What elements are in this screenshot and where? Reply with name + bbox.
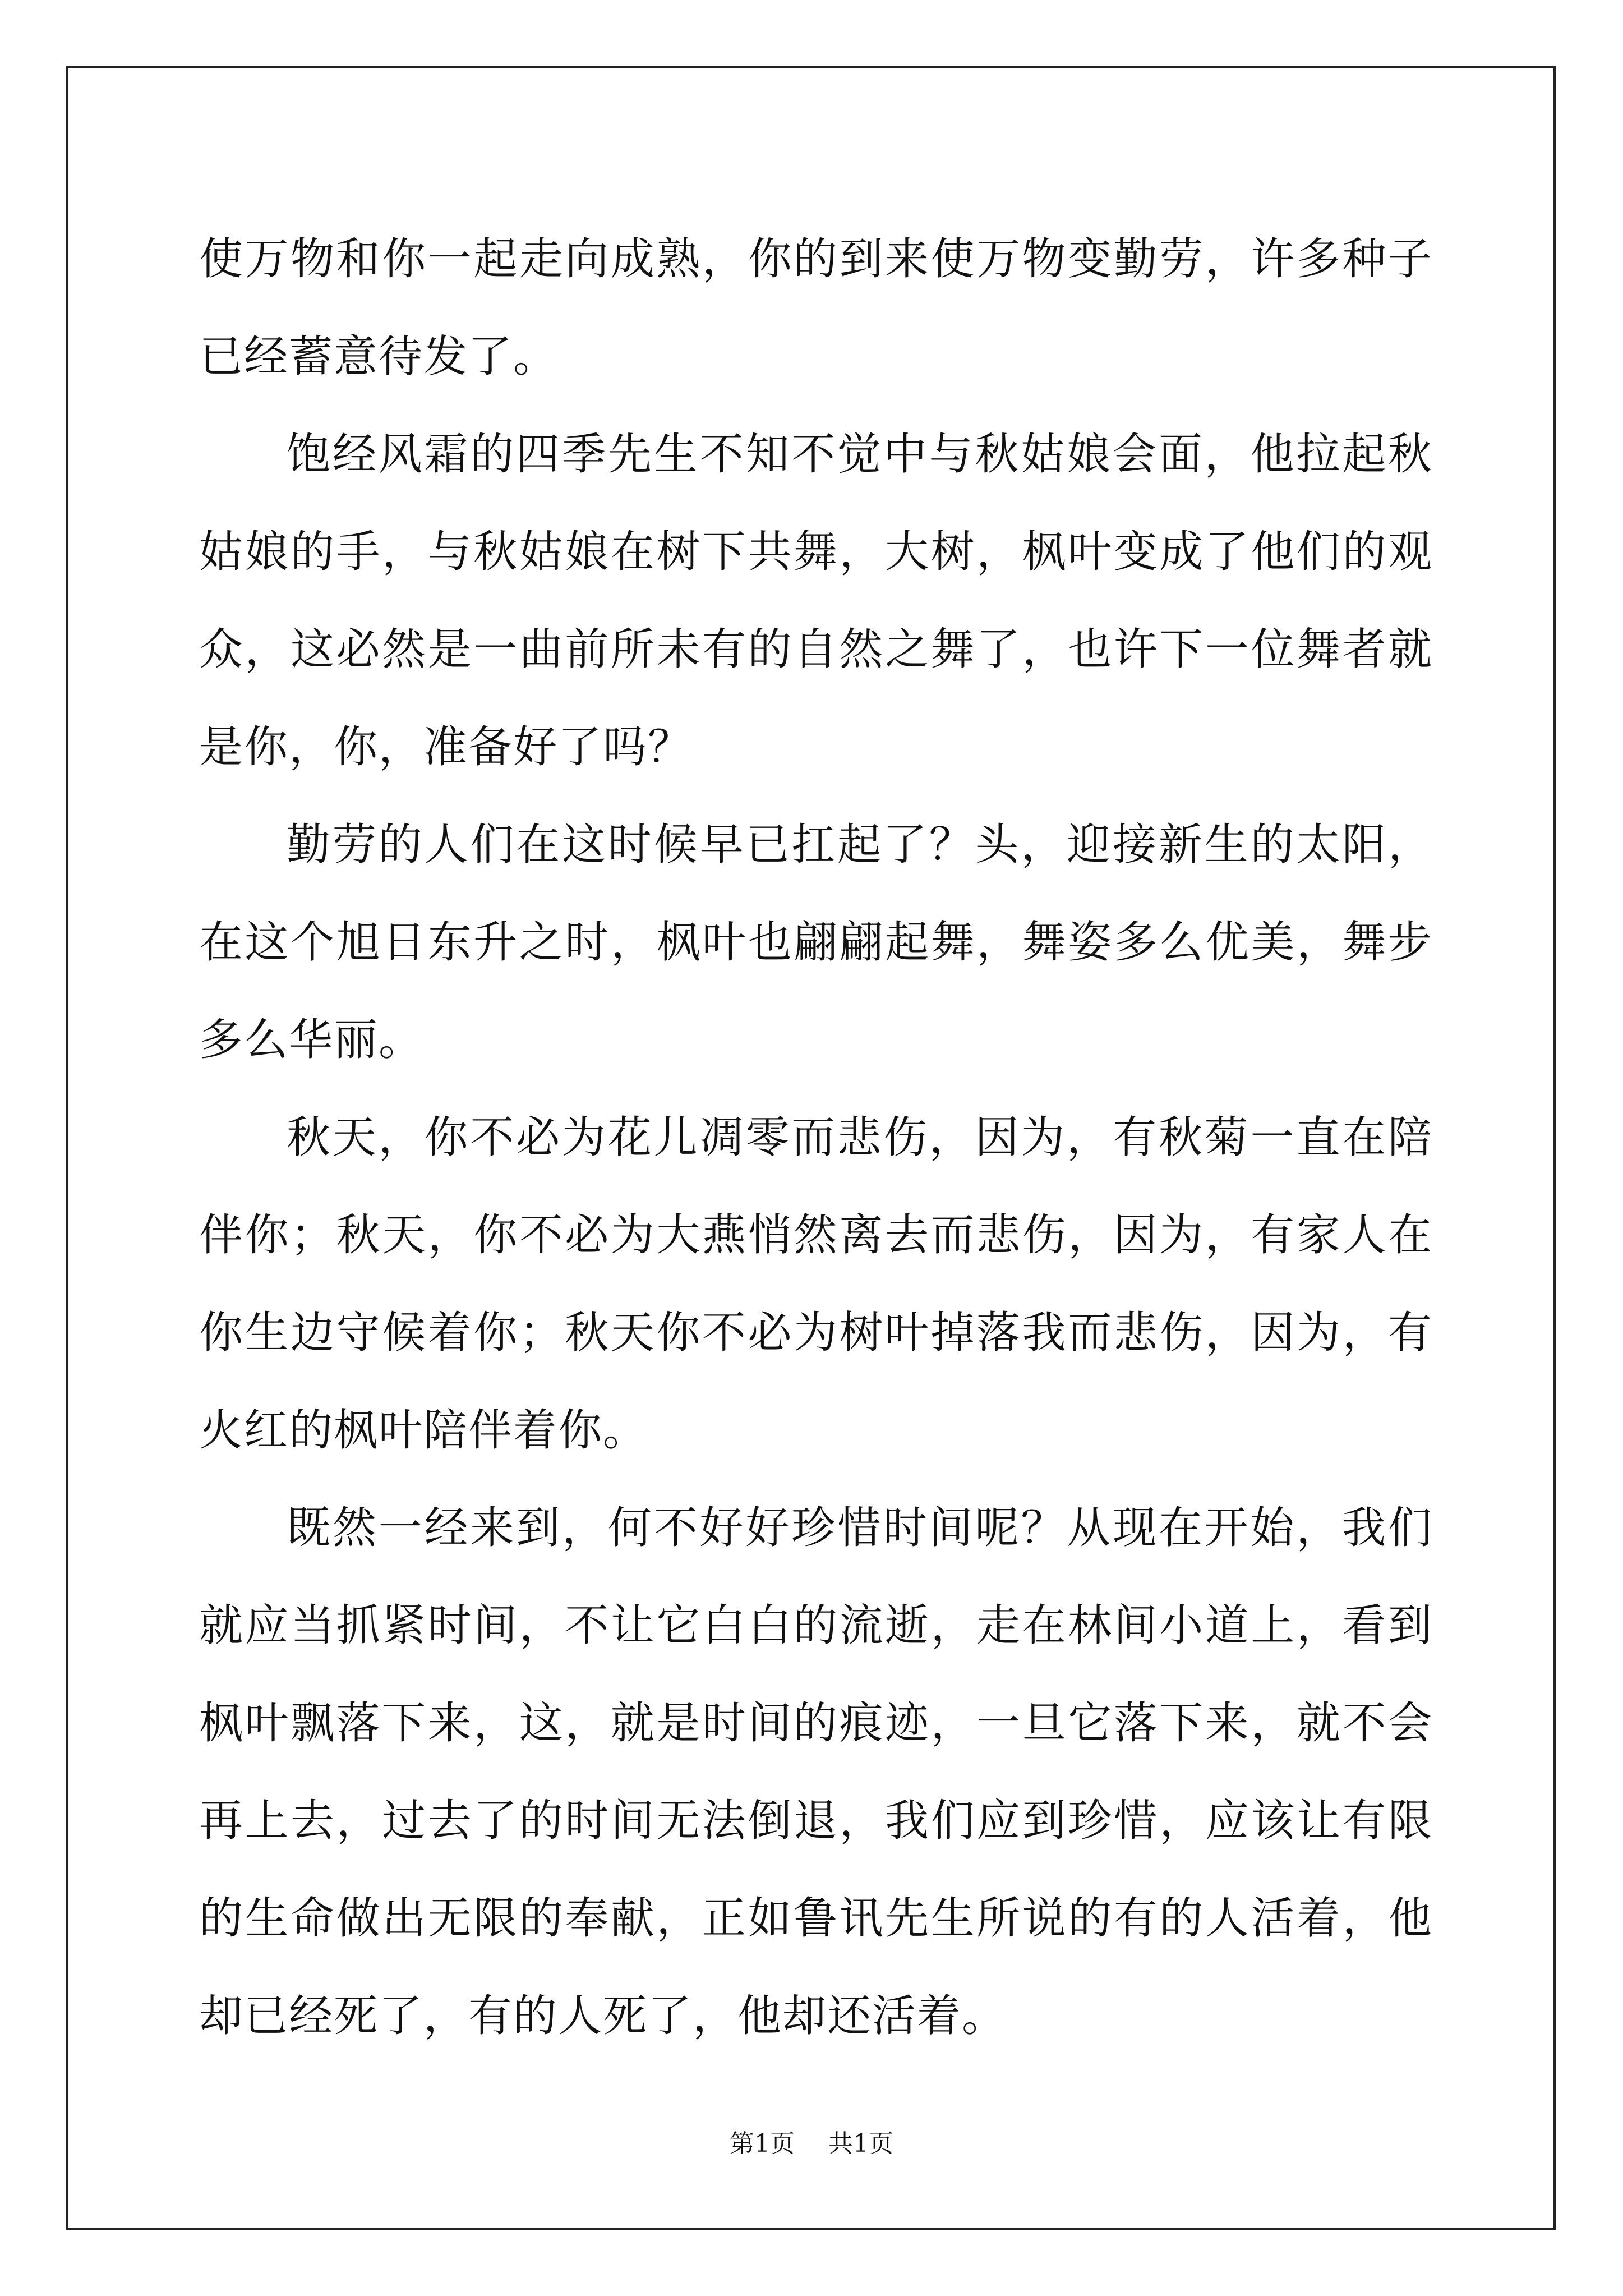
paragraph: 饱经风霜的四季先生不知不觉中与秋姑娘会面，他拉起秋姑娘的手，与秋姑娘在树下共舞，大树，枫叶变成了他们的观众，这必然是一曲前所未有的自然之舞了，也许下一位舞者就是你，你，准备好了吗？ [199,429,1433,772]
page-number: 第1页 [730,2129,795,2158]
page-footer [0,2123,1623,2159]
paragraph: 既然一经来到，何不好好珍惜时间呢？从现在开始，我们就应当抓紧时间，不让它白白的流逝，走在林间小道上，看到枫叶飘落下来，这，就是时间的痕迹，一旦它落下来，就不会再上去，过去了的时间无法倒退，我们应到珍惜，应该让有限的生命做出无限的奉献，正如鲁讯先生所说的有的人活着，他却已经死了，有的人死了，他却还活着。 [199,1503,1433,2041]
paragraph: 秋天，你不必为花儿凋零而悲伤，因为，有秋菊一直在陪伴你；秋天，你不必为大燕悄然离去而悲伤，因为，有家人在你生边守候着你；秋天你不必为树叶掉落我而悲伤，因为，有火红的枫叶陪伴着你。 [199,1112,1433,1456]
document-body [199,210,1433,2065]
page-total: 共1页 [828,2129,893,2158]
paragraph: 使万物和你一起走向成熟，你的到来使万物变勤劳，许多种子已经蓄意待发了。 [199,234,1433,382]
paragraph: 勤劳的人们在这时候早已扛起了？头，迎接新生的太阳，在这个旭日东升之时，枫叶也翩翩起舞，舞姿多么优美，舞步多么华丽。 [199,820,1433,1065]
